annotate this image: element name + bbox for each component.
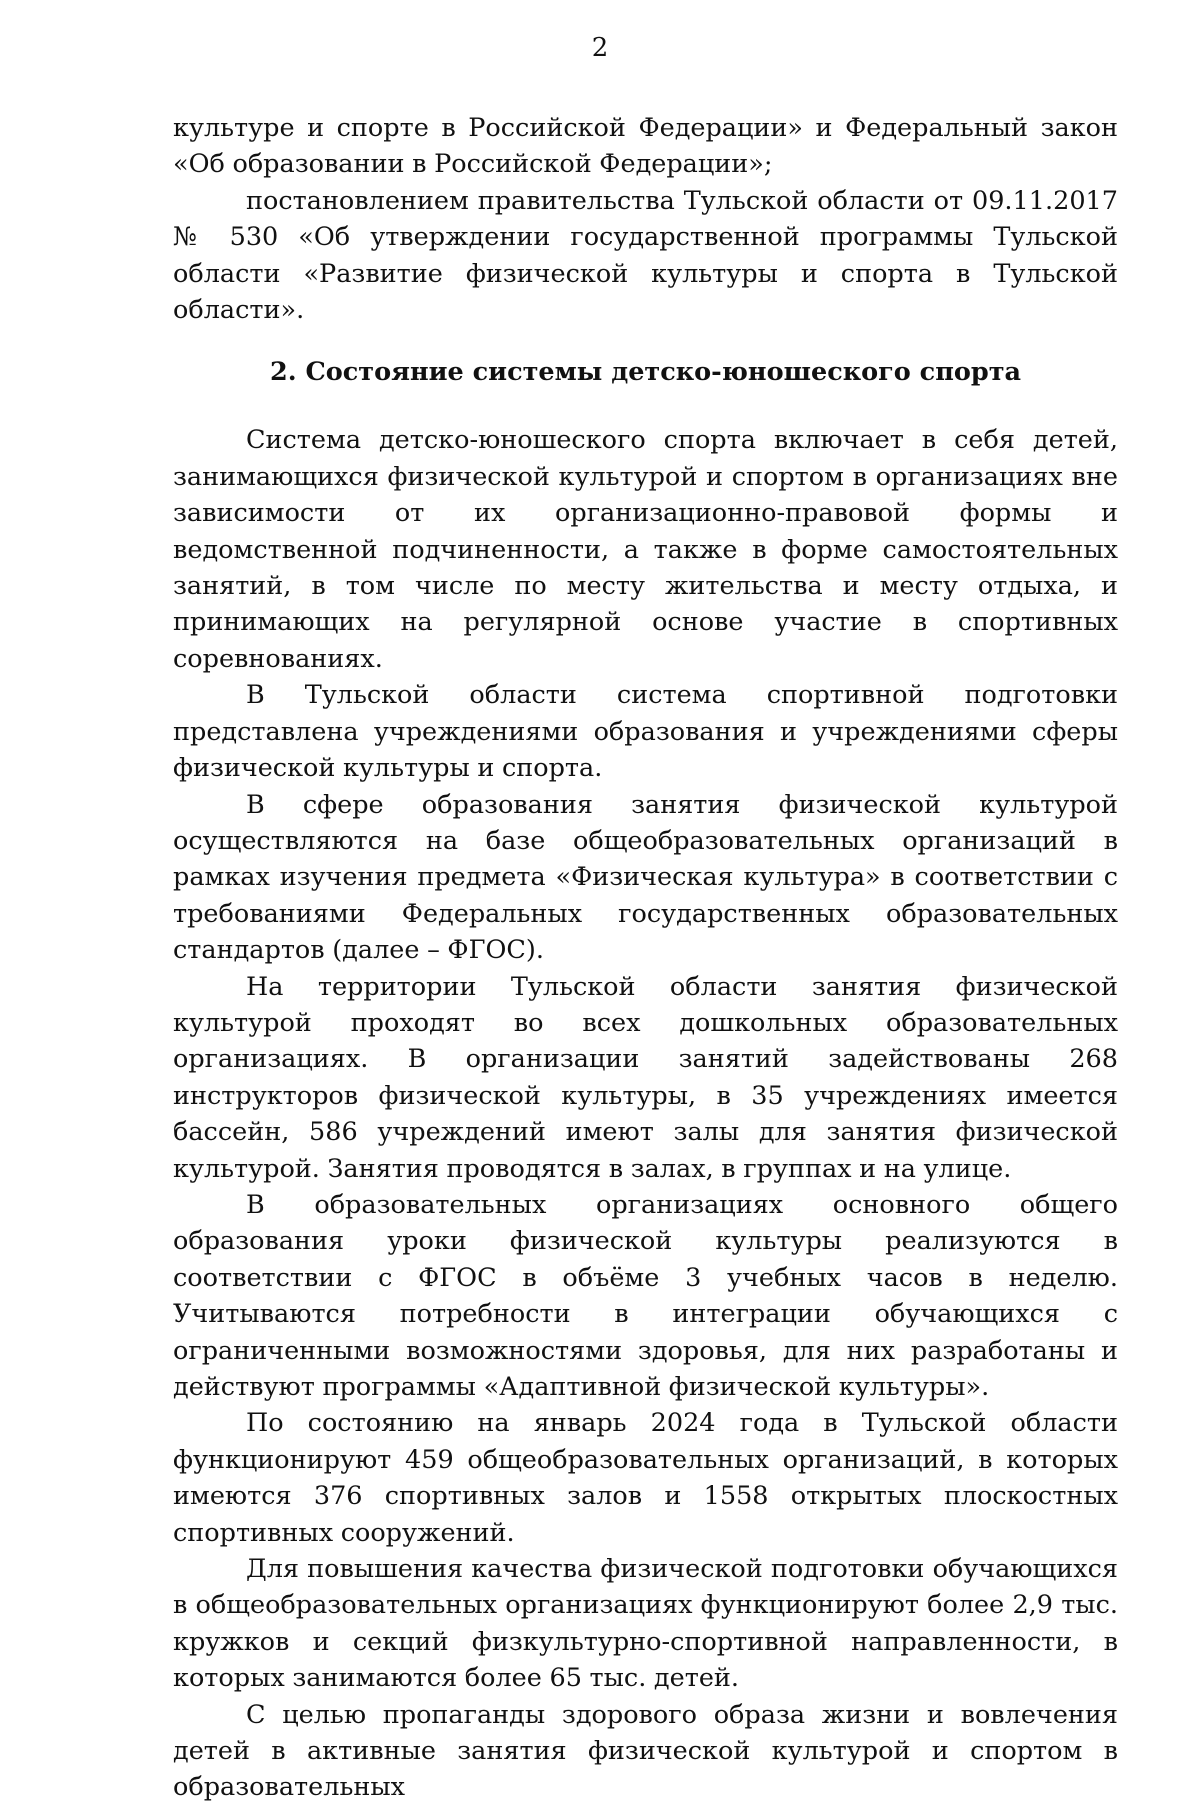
paragraph-2: В Тульской области система спортивной подготовки представлена учреждениями образования и учреждениями сферы физической культуры и спорта. (173, 680, 1118, 784)
page-number: 2 (591, 33, 609, 63)
paragraph-5: В образовательных организациях основного общего образования уроки физической культуры реализуются в соответствии с ФГОС в объёме 3 учебных часов в неделю. Учитываются потребности в интеграции обучающихся с ограниченными возможностями здоровья, для них разработаны и действуют программы «Адаптивной физической культуры». (173, 1189, 1118, 1402)
paragraph-7: Для повышения качества физической подготовки обучающихся в общеобразовательных организациях функционируют более 2,9 тыс. кружков и секций физкультурно-спортивной направленности, в которых занимаются более 65 тыс. детей. (173, 1554, 1118, 1694)
paragraph-1: Система детско-юношеского спорта включает в себя детей, занимающихся физической культурой и спортом в организациях вне зависимости от их организационно-правовой формы и ведомственной подчиненности, а также в форме самостоятельных занятий, в том числе по месту жительства и месту отдыха, и принимающих на регулярной основе участие в спортивных соревнованиях. (173, 425, 1118, 674)
paragraph-3: В сфере образования занятия физической культурой осуществляются на базе общеобразовательных организаций в рамках изучения предмета «Физическая культура» в соответствии с требованиями Федеральных государственных образовательных стандартов (далее – ФГОС). (173, 789, 1118, 966)
paragraph-4: На территории Тульской области занятия физической культурой проходят во всех дошкольных образовательных организациях. В организации занятий задействованы 268 инструкторов физической культуры, в 35 учреждениях имеется бассейн, 586 учреждений имеют залы для занятия физической культурой. Занятия проводятся в залах, в группах и на улице. (173, 971, 1118, 1184)
document-body (173, 110, 1118, 1806)
paragraph-6: По состоянию на январь 2024 года в Тульской области функционируют 459 общеобразовательных организаций, в которых имеются 376 спортивных залов и 1558 открытых плоскостных спортивных сооружений. (173, 1408, 1118, 1548)
intro-paragraph-1: культуре и спорте в Российской Федерации» и Федеральный закон «Об образовании в Российской Федерации»; (173, 113, 1118, 180)
section-heading: 2. Состояние системы детско-юношеского спорта (269, 357, 1022, 388)
intro-paragraph-2: постановлением правительства Тульской области от 09.11.2017 № 530 «Об утверждении государственной программы Тульской области «Развитие физической культуры и спорта в Тульской области». (173, 185, 1118, 326)
paragraph-8: С целью пропаганды здорового образа жизни и вовлечения детей в активные занятия физической культурой и спортом в образовательных (173, 1699, 1118, 1803)
